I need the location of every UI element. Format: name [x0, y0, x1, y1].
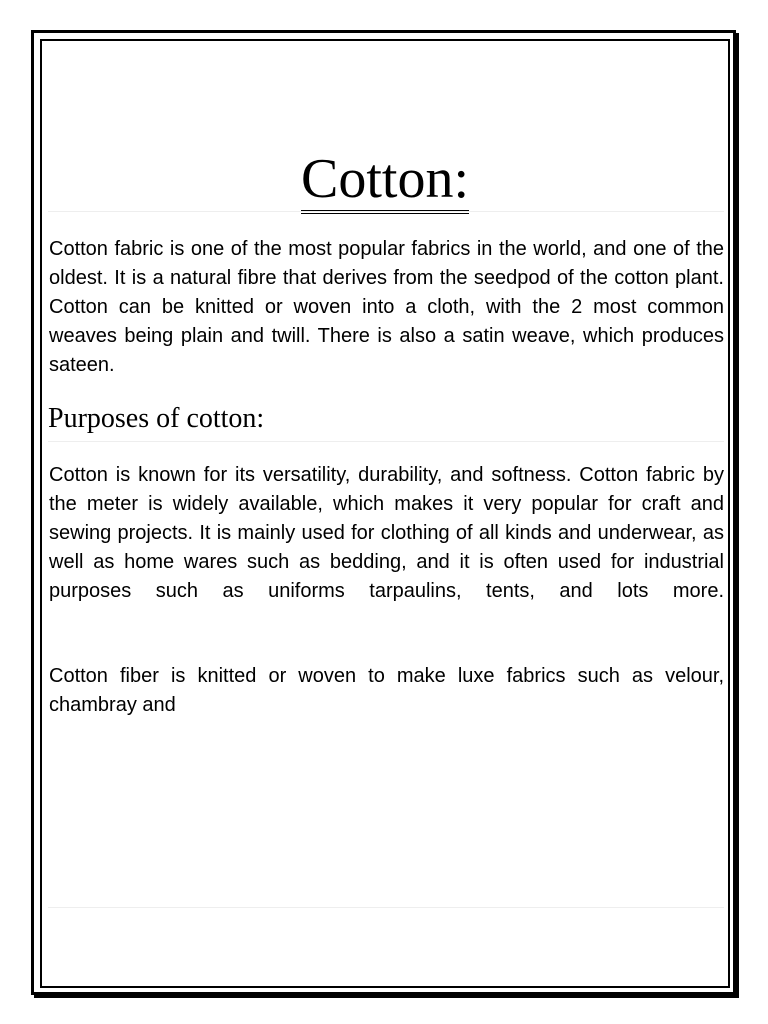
page-border-outer: [31, 30, 736, 995]
page-title-text: Cotton:: [301, 150, 469, 214]
divider-line: [48, 907, 724, 908]
section-heading: Purposes of cotton:: [48, 403, 265, 434]
intro-paragraph: Cotton fabric is one of the most popular fabrics in the world, and one of the oldest. It is a natural fibre that derives from the seedpod of the cotton plant. Cotton can be knitted or woven into a cloth, with the 2 most common weaves being plain and twill. There is also a satin weave, which produces sateen.: [49, 238, 724, 376]
fiber-paragraph: Cotton fiber is knitted or woven to make luxe fabrics such as velour, chambray and: [49, 665, 724, 716]
page-border-inner: [40, 39, 730, 988]
purposes-paragraph: Cotton is known for its versatility, durability, and softness. Cotton fabric by the meter is widely available, which makes it very popular for craft and sewing projects. It is mainly used for clothing of all kinds and underwear, as well as home wares such as bedding, and it is often used for industrial purposes such as uniforms tarpaulins, tents, and lots more.: [49, 464, 724, 602]
divider-line: [48, 211, 724, 212]
page-title: [42, 144, 728, 214]
divider-line: [48, 441, 724, 442]
